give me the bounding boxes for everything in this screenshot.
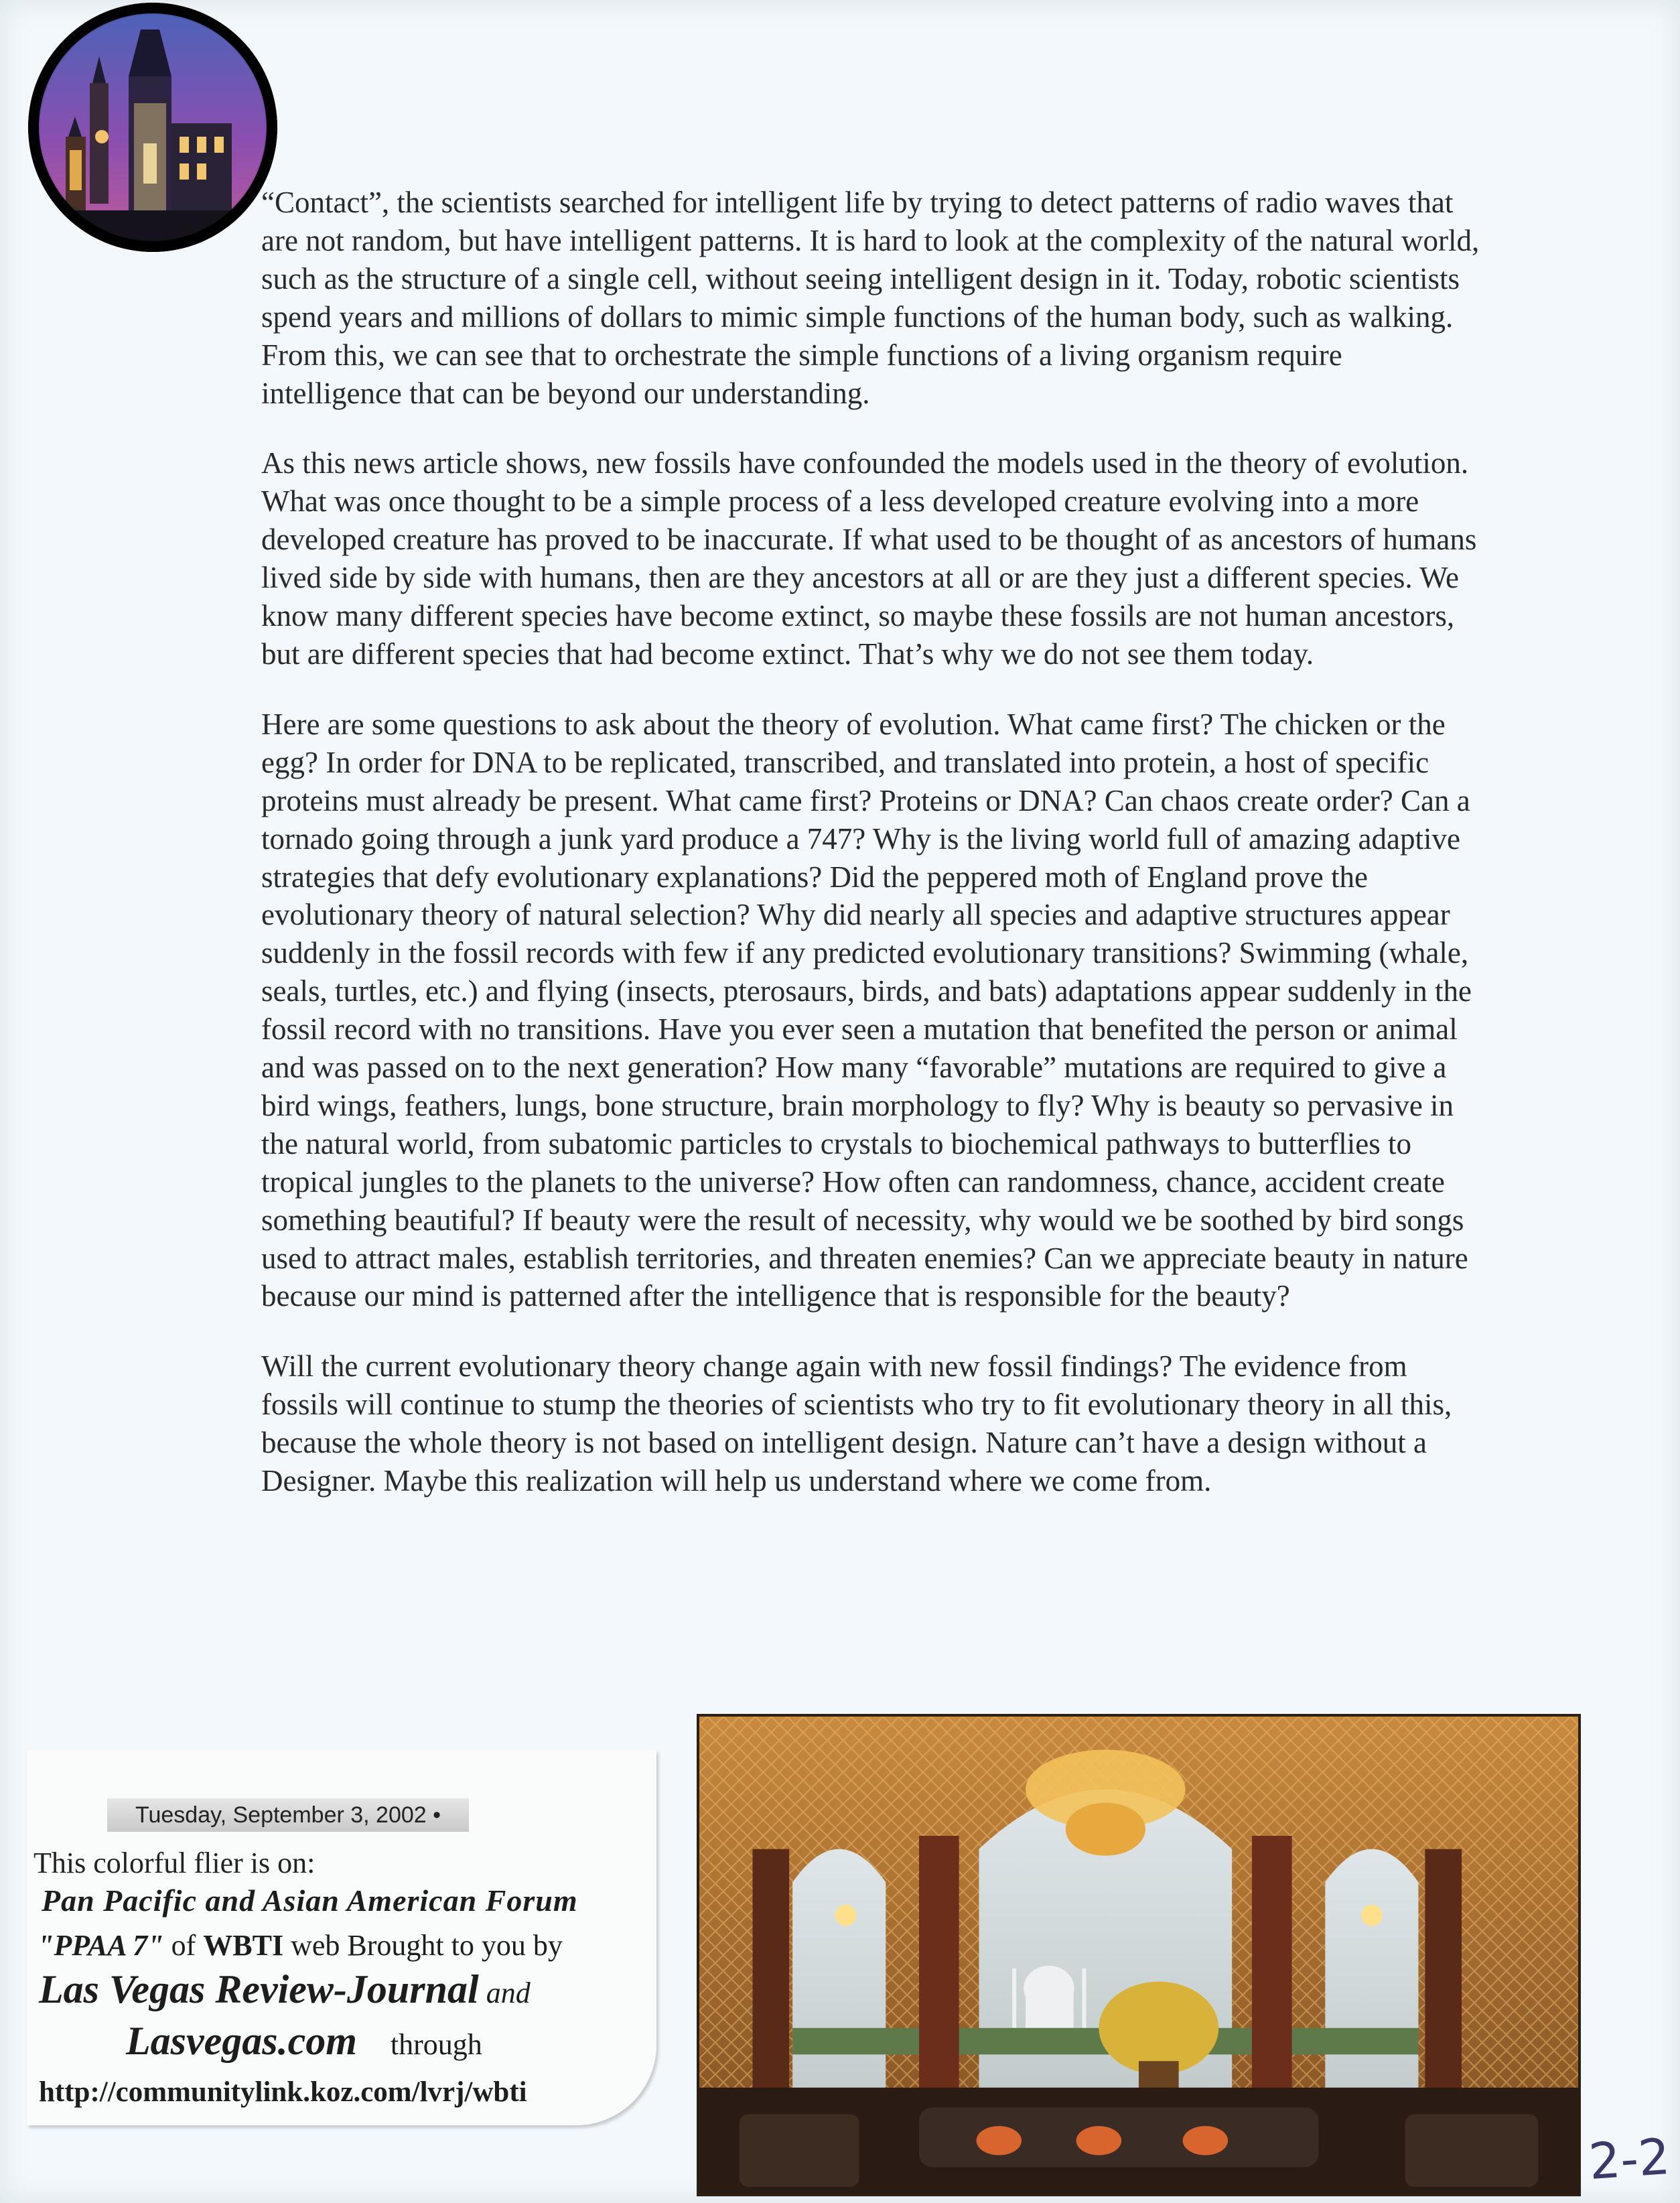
lasvegas-name: Lasvegas.com (126, 2019, 357, 2063)
community-link-url: http://communitylink.koz.com/lvrj/wbti (39, 2076, 527, 2108)
ppaa-line (38, 1928, 563, 1962)
interior-lounge-photo (697, 1714, 1581, 2196)
paragraph-fossils: As this news article shows, new fossils have confounded the models used in the theory of evolution. What was once thought to be a simple process of a less developed creature evolving into a more developed creature has proved to be inaccurate. If what used to be thought of as ancestors of humans lived side by side with humans, then are they ancestors at all or are they just a different species. We know many different species have become extinct, so maybe these fossils are not human ancestors, but are different species that had become extinct. That’s why we do not see them today. (261, 446, 1477, 671)
paragraph-contact: “Contact”, the scientists searched for intelligent life by trying to detect patterns of radio waves that are not random, but have intelligent patterns. It is hard to look at the complexity of the natural world, such as the structure of a single cell, without seeing intelligent design in it. Today, robotic scientists spend years and millions of dollars to mimic simple functions of the human body, such as walking. From this, we can see that to orchestrate the simple functions of a living organism require intelligence that can be beyond our understanding. (261, 186, 1480, 410)
and-text: and (478, 1977, 531, 2009)
castle-night-image (28, 3, 277, 252)
ppaa-label: "PPAA 7" (38, 1929, 164, 1962)
lasvegas-line (126, 2018, 482, 2064)
paragraph-questions: Here are some questions to ask about the theory of evolution. What came first? The chicken or the egg? In order for DNA to be replicated, transcribed, and translated into protein, a host of specific proteins must already be present. What came first? Proteins or DNA? Can chaos create order? Can a tornado going through a junk yard produce a 747? Why is the living world full of amazing adaptive strategies that defy evolutionary explanations? Did the peppered moth of England prove the evolutionary theory of natural selection? Why did nearly all species and adaptive structures appear suddenly in the fossil records with few if any predicted evolutionary transitions? Swimming (whale, seals, turtles, etc.) and flying (insects, pterosaurs, birds, and bats) adaptations appear suddenly in the fossil record with no transitions. Have you ever seen a mutation that benefited the person or animal and was passed on to the next generation? How many “favorable” mutations are required to give a bird wings, feathers, lungs, bone structure, brain morphology to fly? Why is beauty so pervasive in the natural world, from subatomic particles to crystals to biochemical pathways to butterflies to tropical jungles to the planets to the universe? How often can randomness, chance, accident create something beautiful? If beauty were the result of necessity, why would we be soothed by bird songs used to attract males, establish territories, and threaten enemies? Can we appreciate beauty in nature because our mind is patterned after the intelligence that is responsible for the beauty? (261, 707, 1472, 1313)
lounge-image (699, 1717, 1578, 2194)
handwritten-page-number: 2-2 (1587, 2127, 1672, 2192)
dateline: Tuesday, September 3, 2002 • (107, 1798, 469, 1832)
of-text: of (163, 1929, 204, 1962)
article-body (261, 184, 1480, 1532)
wbti-label: WBTI (203, 1929, 284, 1962)
flier-intro: This colorful flier is on: (33, 1847, 316, 1879)
paragraph-conclusion: Will the current evolutionary theory change again with new fossil findings? The evidence from fossils will continue to stump the theories of scientists who try to fit evolutionary theory in all this, because the whole theory is not based on intelligent design. Nature can’t have a design without a Designer. Maybe this realization will help us understand where we come from. (261, 1349, 1452, 1498)
review-journal-line (39, 1966, 531, 2013)
review-journal-name: Las Vegas Review-Journal (39, 1967, 479, 2011)
through-text: through (390, 2028, 482, 2061)
forum-name: Pan Pacific and Asian American Forum (42, 1883, 578, 1918)
castle-photo-badge (28, 3, 277, 252)
web-brought-text: web Brought to you by (283, 1929, 563, 1962)
